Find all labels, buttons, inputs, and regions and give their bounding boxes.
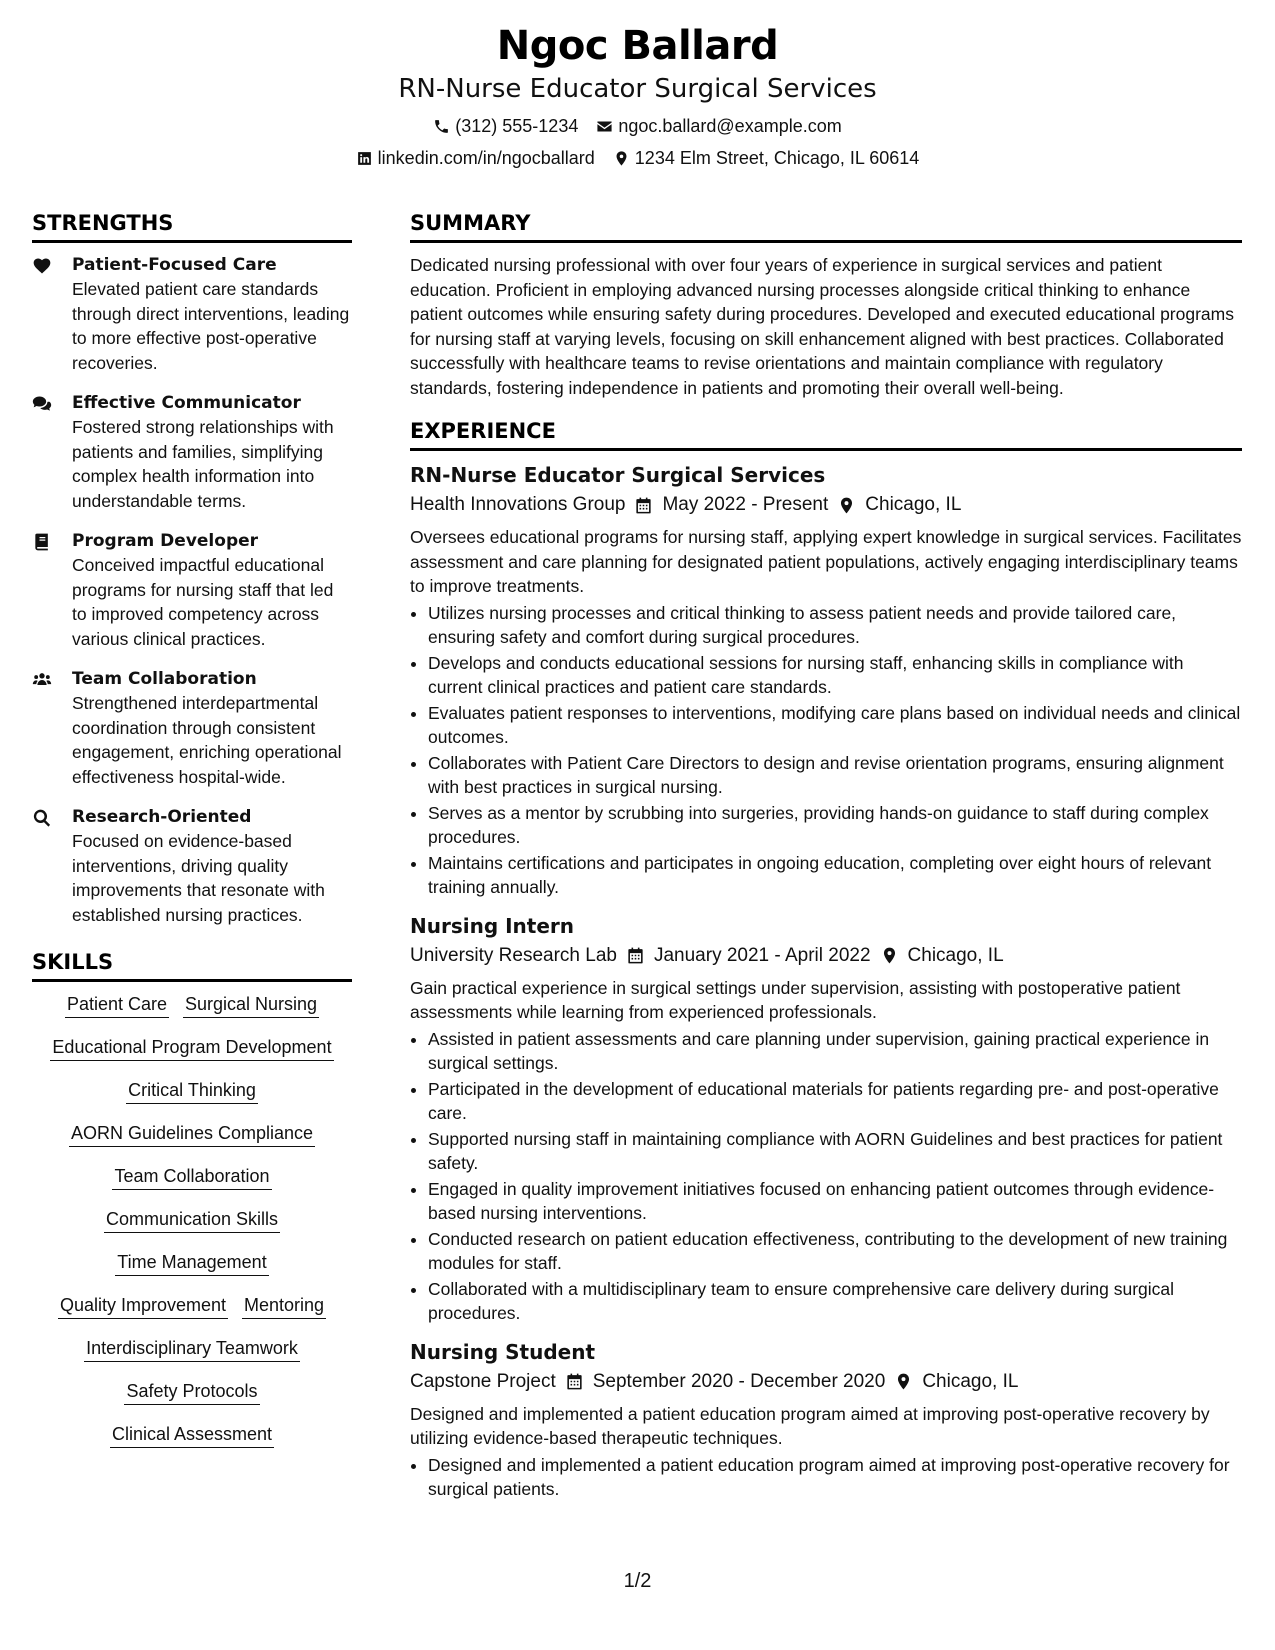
resume-header <box>0 20 1275 170</box>
summary-heading: SUMMARY <box>410 210 1242 243</box>
email-text: ngoc.ballard@example.com <box>618 116 842 136</box>
heart-icon <box>32 256 52 276</box>
strength-item <box>32 391 352 513</box>
strength-item <box>32 805 352 927</box>
strength-item <box>32 667 352 789</box>
job-description: Designed and implemented a patient education program aimed at improving post-operative recovery by utilizing evidence-based therapeutic techniques. <box>410 1403 1210 1448</box>
contact-row-2 <box>0 146 1275 170</box>
skill-tag: Educational Program Development <box>50 1035 333 1061</box>
skill-tag: Safety Protocols <box>124 1379 259 1405</box>
job-company: Capstone Project <box>410 1370 556 1392</box>
bullet-item: • Utilizes nursing processes and critical thinking to assess patient needs and provide tailored care, ensuring safety and comfort during surgical procedures. <box>428 601 1242 650</box>
calendar-icon <box>626 946 645 965</box>
job-title: Nursing Student <box>410 1339 595 1364</box>
skill-tag: Mentoring <box>242 1293 326 1319</box>
map-marker-icon <box>837 496 856 515</box>
page-number: 1/2 <box>623 1570 652 1592</box>
job-meta <box>410 491 1242 519</box>
phone-contact[interactable] <box>433 114 578 138</box>
address-text: 1234 Elm Street, Chicago, IL 60614 <box>634 148 920 168</box>
bullet-item: • Conducted research on patient education effectiveness, contributing to the development of new training modules for staff. <box>428 1227 1242 1276</box>
email-contact[interactable] <box>596 114 841 138</box>
linkedin-text: linkedin.com/in/ngocballard <box>377 148 595 168</box>
strength-description: Focused on evidence-based interventions, driving quality improvements that resonate with established nursing practices. <box>72 831 325 925</box>
job-title: Nursing Intern <box>410 913 575 938</box>
strength-description: Elevated patient care standards through direct interventions, leading to more effective post-operative recoveries. <box>72 279 350 373</box>
job-entry <box>410 1338 1242 1502</box>
job-meta <box>410 942 1242 970</box>
skill-tag: Critical Thinking <box>126 1078 258 1104</box>
job-title: RN-Nurse Educator Surgical Services <box>410 463 826 487</box>
skill-tag: AORN Guidelines Compliance <box>69 1121 315 1147</box>
skills-heading: SKILLS <box>32 949 352 982</box>
right-column <box>410 210 1242 1514</box>
job-bullets <box>410 1027 1242 1326</box>
bullet-item: • Engaged in quality improvement initiatives focused on enhancing patient outcomes through evidence-based nursing interventions. <box>428 1177 1242 1226</box>
job-company: Health Innovations Group <box>410 494 626 515</box>
job-entry <box>410 461 1242 900</box>
job-bullets <box>410 601 1242 900</box>
job-bullets <box>410 1453 1242 1502</box>
strength-item <box>32 253 352 375</box>
job-dates: May 2022 - Present <box>662 494 829 515</box>
strength-title: Program Developer <box>72 531 259 551</box>
strength-title: Patient-Focused Care <box>72 255 277 275</box>
linkedin-icon <box>356 150 373 167</box>
skill-tag: Surgical Nursing <box>183 992 319 1018</box>
job-entry <box>410 912 1242 1326</box>
job-location: Chicago, IL <box>907 944 1004 966</box>
envelope-icon <box>596 118 613 135</box>
job-location: Chicago, IL <box>922 1370 1019 1392</box>
bullet-item: • Assisted in patient assessments and care planning under supervision, gaining practical experience in surgical settings. <box>428 1027 1242 1076</box>
job-dates: January 2021 - April 2022 <box>653 944 871 966</box>
phone-text: (312) 555-1234 <box>455 116 579 136</box>
bullet-item: • Designed and implemented a patient education program aimed at improving post-operative recovery for surgical patients. <box>428 1453 1242 1502</box>
bullet-item: • Evaluates patient responses to interventions, modifying care plans based on individual needs and clinical outcomes. <box>428 701 1242 750</box>
skill-tag: Clinical Assessment <box>110 1422 274 1448</box>
strength-description: Conceived impactful educational programs for nursing staff that led to improved competency across various clinical practices. <box>72 555 334 649</box>
skill-tag: Communication Skills <box>104 1207 280 1233</box>
skill-tag: Time Management <box>115 1250 268 1276</box>
comments-icon <box>32 394 52 414</box>
strengths-heading: STRENGTHS <box>32 210 352 243</box>
strength-title: Effective Communicator <box>72 393 301 413</box>
bullet-item: • Maintains certifications and participates in ongoing education, completing over eight hours of relevant training annually. <box>428 851 1242 900</box>
summary-text: Dedicated nursing professional with over four years of experience in surgical services and patient education. Proficient in employing advanced nursing processes alongside critical thinking to enhance patient outcomes while ensuring safety during procedures. Developed and executed educational programs for nursing staff at varying levels, focusing on skill enhancement aligned with best practices. Collaborated successfully with healthcare teams to revise orientations and maintain compliance with regulatory standards, fostering independence in patients and promoting their overall well-being. <box>410 255 1234 398</box>
job-meta <box>410 1368 1242 1396</box>
bullet-item: • Collaborated with a multidisciplinary team to ensure comprehensive care delivery during surgical procedures. <box>428 1277 1242 1326</box>
map-marker-icon <box>894 1372 913 1391</box>
bullet-item: • Supported nursing staff in maintaining compliance with AORN Guidelines and best practices for patient safety. <box>428 1127 1242 1176</box>
bullet-item: • Participated in the development of educational materials for patients regarding pre- and post-operative care. <box>428 1077 1242 1126</box>
strength-title: Team Collaboration <box>72 669 257 689</box>
address-contact <box>613 146 920 170</box>
experience-heading: EXPERIENCE <box>410 418 1242 451</box>
bullet-item: • Collaborates with Patient Care Directors to design and revise orientation programs, ensuring alignment with best practices in surgical nursing. <box>428 751 1242 800</box>
skill-tag: Interdisciplinary Teamwork <box>84 1336 300 1362</box>
job-description: Gain practical experience in surgical settings under supervision, assisting with postoperative patient assessments while learning from experienced professionals. <box>410 977 1181 1022</box>
left-column <box>32 210 352 1465</box>
skill-tag: Team Collaboration <box>112 1164 271 1190</box>
contact-row-1 <box>0 114 1275 138</box>
job-company: University Research Lab <box>410 944 617 966</box>
job-location: Chicago, IL <box>865 494 962 515</box>
skills-list <box>32 992 352 1448</box>
strength-title: Research-Oriented <box>72 807 252 827</box>
map-marker-icon <box>880 946 899 965</box>
job-dates: September 2020 - December 2020 <box>592 1370 886 1392</box>
book-icon <box>32 532 52 552</box>
strength-description: Fostered strong relationships with patients and families, simplifying complex health information into understandable terms. <box>72 417 334 511</box>
candidate-title: RN-Nurse Educator Surgical Services <box>398 74 877 104</box>
search-icon <box>32 808 52 828</box>
calendar-icon <box>634 496 653 515</box>
skill-tag: Quality Improvement <box>58 1293 228 1319</box>
linkedin-contact[interactable] <box>356 146 595 170</box>
map-marker-icon <box>613 150 630 167</box>
calendar-icon <box>565 1372 584 1391</box>
strength-description: Strengthened interdepartmental coordination through consistent engagement, enriching operational effectiveness hospital-wide. <box>72 693 342 787</box>
job-description: Oversees educational programs for nursing staff, applying expert knowledge in surgical services. Facilitates assessment and care planning for designated patient populations, actively engaging interdisciplinary teams to improve treatments. <box>410 527 1242 596</box>
strength-item <box>32 529 352 651</box>
users-icon <box>32 670 52 690</box>
skill-tag: Patient Care <box>65 992 169 1018</box>
phone-icon <box>433 118 450 135</box>
bullet-item: • Develops and conducts educational sessions for nursing staff, enhancing skills in compliance with current clinical practices and patient care standards. <box>428 651 1242 700</box>
bullet-item: • Serves as a mentor by scrubbing into surgeries, providing hands-on guidance to staff during complex procedures. <box>428 801 1242 850</box>
candidate-name: Ngoc Ballard <box>496 23 779 69</box>
